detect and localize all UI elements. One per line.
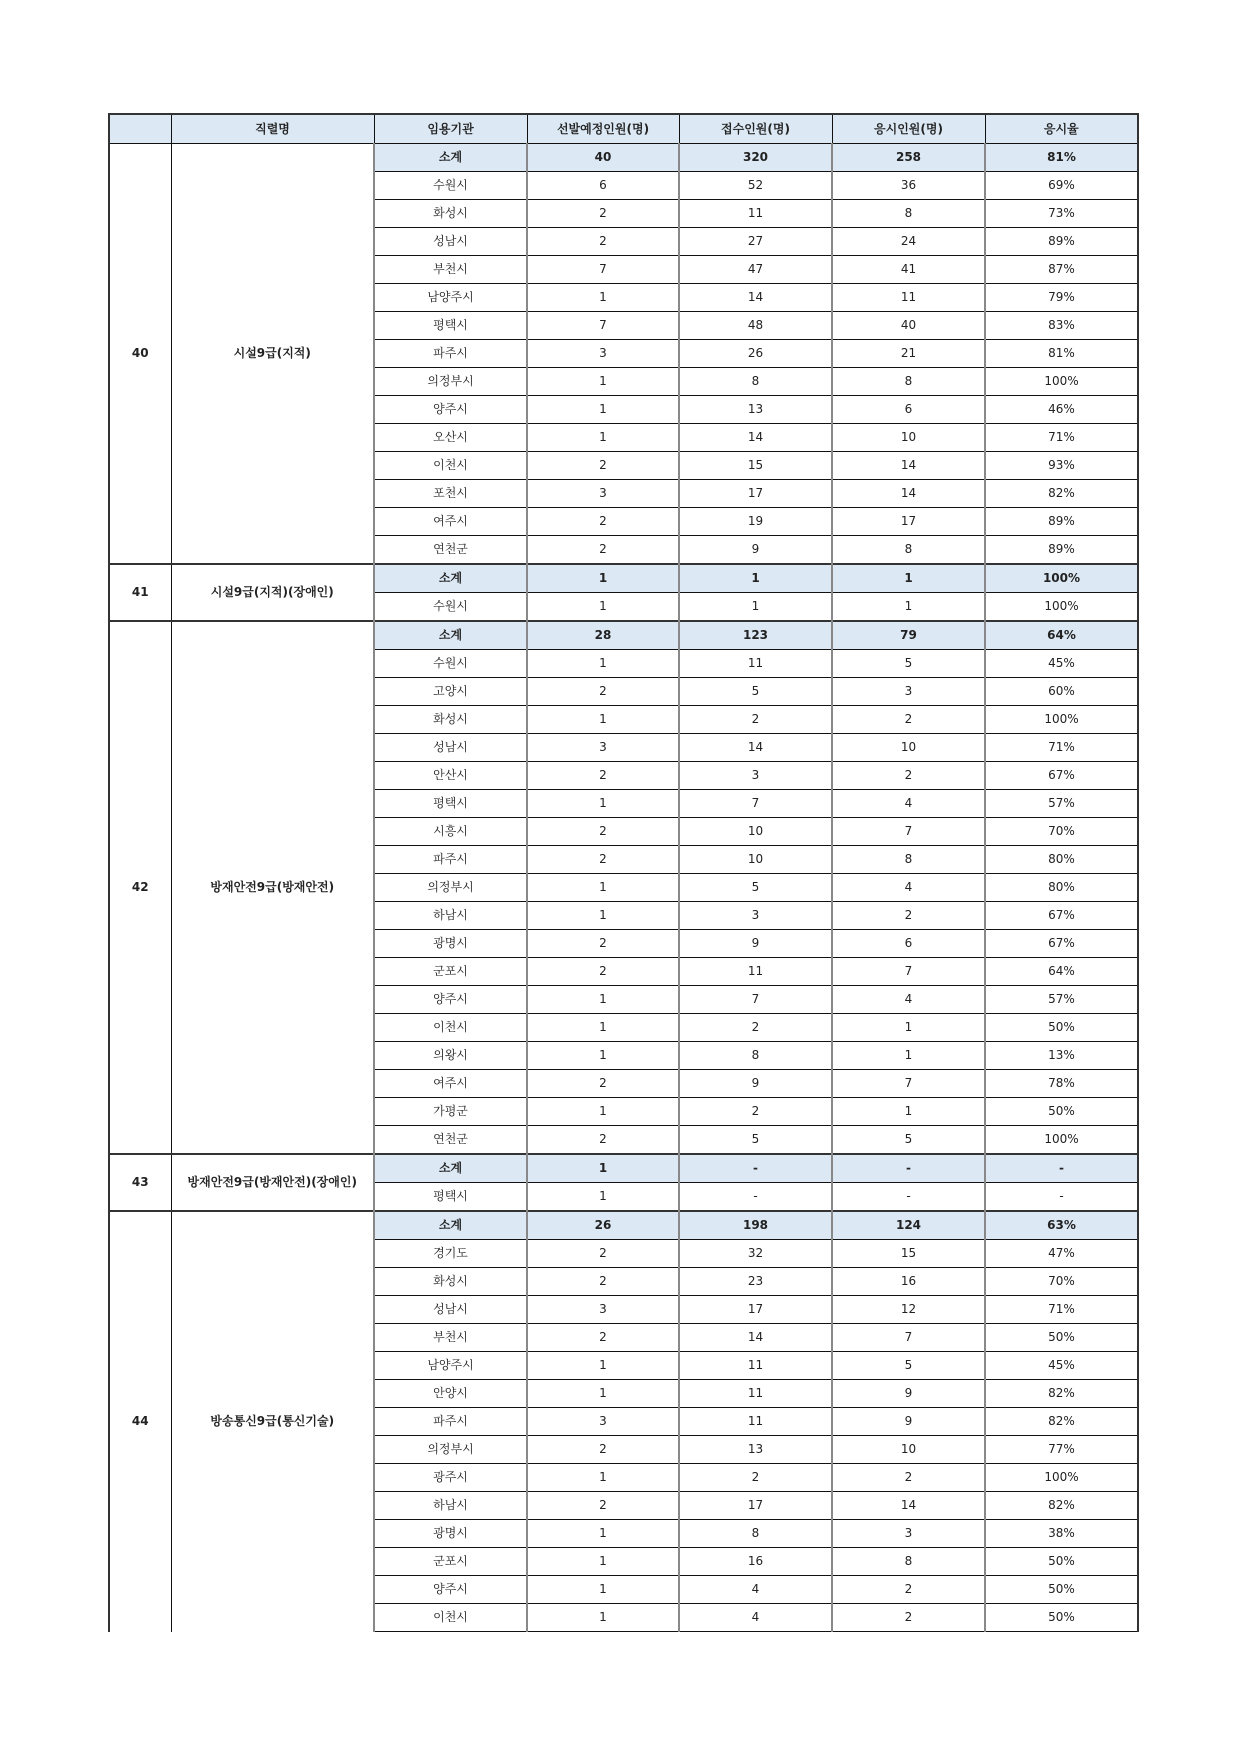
cell-planned: 1 bbox=[527, 424, 679, 452]
cell-agency: 소계 bbox=[374, 621, 527, 650]
cell-applied: 3 bbox=[679, 902, 832, 930]
cell-rate: 82% bbox=[985, 1408, 1138, 1436]
cell-attended: 5 bbox=[832, 650, 985, 678]
cell-attended: 24 bbox=[832, 228, 985, 256]
cell-planned: 1 bbox=[527, 1042, 679, 1070]
cell-rate: 50% bbox=[985, 1604, 1138, 1632]
cell-applied: 8 bbox=[679, 368, 832, 396]
group-number: 44 bbox=[109, 1211, 171, 1632]
cell-applied: - bbox=[679, 1183, 832, 1212]
cell-applied: 11 bbox=[679, 1408, 832, 1436]
cell-applied: 4 bbox=[679, 1604, 832, 1632]
cell-planned: 7 bbox=[527, 312, 679, 340]
cell-attended: 8 bbox=[832, 1548, 985, 1576]
cell-applied: 5 bbox=[679, 1126, 832, 1155]
cell-attended: 14 bbox=[832, 452, 985, 480]
cell-applied: 13 bbox=[679, 396, 832, 424]
cell-attended: 8 bbox=[832, 536, 985, 565]
cell-agency: 연천군 bbox=[374, 536, 527, 565]
table-header-row bbox=[109, 114, 1138, 144]
cell-agency: 화성시 bbox=[374, 706, 527, 734]
cell-attended: 7 bbox=[832, 958, 985, 986]
cell-applied: 8 bbox=[679, 1042, 832, 1070]
cell-applied: 10 bbox=[679, 846, 832, 874]
cell-attended: 14 bbox=[832, 1492, 985, 1520]
cell-rate: 100% bbox=[985, 368, 1138, 396]
cell-rate: 38% bbox=[985, 1520, 1138, 1548]
cell-attended: 2 bbox=[832, 1604, 985, 1632]
cell-attended: 258 bbox=[832, 144, 985, 172]
group-number: 41 bbox=[109, 564, 171, 621]
cell-attended: - bbox=[832, 1183, 985, 1212]
cell-planned: 2 bbox=[527, 678, 679, 706]
cell-attended: 3 bbox=[832, 678, 985, 706]
cell-rate: 47% bbox=[985, 1240, 1138, 1268]
cell-planned: 1 bbox=[527, 650, 679, 678]
cell-planned: 1 bbox=[527, 874, 679, 902]
cell-applied: 123 bbox=[679, 621, 832, 650]
cell-planned: 1 bbox=[527, 1520, 679, 1548]
cell-agency: 의정부시 bbox=[374, 874, 527, 902]
cell-applied: 11 bbox=[679, 958, 832, 986]
cell-planned: 2 bbox=[527, 958, 679, 986]
cell-rate: 71% bbox=[985, 734, 1138, 762]
cell-applied: 16 bbox=[679, 1548, 832, 1576]
cell-attended: 2 bbox=[832, 1576, 985, 1604]
cell-attended: 4 bbox=[832, 986, 985, 1014]
cell-attended: 6 bbox=[832, 930, 985, 958]
cell-planned: 1 bbox=[527, 790, 679, 818]
cell-rate: 100% bbox=[985, 564, 1138, 593]
cell-rate: 70% bbox=[985, 1268, 1138, 1296]
cell-agency: 평택시 bbox=[374, 312, 527, 340]
cell-applied: 14 bbox=[679, 734, 832, 762]
cell-rate: 81% bbox=[985, 144, 1138, 172]
cell-attended: 2 bbox=[832, 762, 985, 790]
cell-agency: 수원시 bbox=[374, 172, 527, 200]
cell-rate: 57% bbox=[985, 986, 1138, 1014]
header-agency: 임용기관 bbox=[374, 114, 527, 144]
cell-rate: 50% bbox=[985, 1014, 1138, 1042]
cell-planned: 2 bbox=[527, 1324, 679, 1352]
cell-agency: 수원시 bbox=[374, 593, 527, 622]
cell-rate: 83% bbox=[985, 312, 1138, 340]
cell-attended: 9 bbox=[832, 1380, 985, 1408]
cell-planned: 26 bbox=[527, 1211, 679, 1240]
cell-planned: 1 bbox=[527, 986, 679, 1014]
cell-agency: 이천시 bbox=[374, 1604, 527, 1632]
cell-rate: 87% bbox=[985, 256, 1138, 284]
cell-planned: 1 bbox=[527, 284, 679, 312]
cell-applied: 23 bbox=[679, 1268, 832, 1296]
cell-agency: 소계 bbox=[374, 1211, 527, 1240]
cell-agency: 화성시 bbox=[374, 1268, 527, 1296]
cell-agency: 이천시 bbox=[374, 452, 527, 480]
cell-applied: 1 bbox=[679, 593, 832, 622]
cell-agency: 소계 bbox=[374, 564, 527, 593]
cell-rate: 60% bbox=[985, 678, 1138, 706]
cell-applied: 5 bbox=[679, 874, 832, 902]
cell-applied: 9 bbox=[679, 930, 832, 958]
cell-agency: 부천시 bbox=[374, 256, 527, 284]
cell-attended: 15 bbox=[832, 1240, 985, 1268]
cell-agency: 경기도 bbox=[374, 1240, 527, 1268]
cell-applied: 2 bbox=[679, 706, 832, 734]
cell-applied: 14 bbox=[679, 284, 832, 312]
cell-agency: 포천시 bbox=[374, 480, 527, 508]
header-applied: 접수인원(명) bbox=[679, 114, 832, 144]
cell-rate: 45% bbox=[985, 650, 1138, 678]
cell-rate: 64% bbox=[985, 621, 1138, 650]
cell-rate: 100% bbox=[985, 1126, 1138, 1155]
cell-planned: 6 bbox=[527, 172, 679, 200]
cell-attended: 8 bbox=[832, 846, 985, 874]
cell-applied: 32 bbox=[679, 1240, 832, 1268]
cell-rate: 67% bbox=[985, 902, 1138, 930]
cell-applied: 48 bbox=[679, 312, 832, 340]
cell-rate: 67% bbox=[985, 930, 1138, 958]
cell-attended: 36 bbox=[832, 172, 985, 200]
cell-planned: 1 bbox=[527, 1183, 679, 1212]
group-job-series: 시설9급(지적) bbox=[171, 144, 374, 565]
cell-rate: 64% bbox=[985, 958, 1138, 986]
group-job-series: 방재안전9급(방재안전)(장애인) bbox=[171, 1154, 374, 1211]
cell-agency: 부천시 bbox=[374, 1324, 527, 1352]
cell-applied: - bbox=[679, 1154, 832, 1183]
cell-rate: 70% bbox=[985, 818, 1138, 846]
cell-rate: 63% bbox=[985, 1211, 1138, 1240]
cell-agency: 파주시 bbox=[374, 340, 527, 368]
cell-attended: 5 bbox=[832, 1126, 985, 1155]
cell-rate: 81% bbox=[985, 340, 1138, 368]
subtotal-row bbox=[109, 1211, 1138, 1240]
cell-agency: 고양시 bbox=[374, 678, 527, 706]
cell-rate: 50% bbox=[985, 1576, 1138, 1604]
applicant-statistics-table bbox=[108, 113, 1139, 1632]
cell-rate: 100% bbox=[985, 1464, 1138, 1492]
cell-attended: 4 bbox=[832, 790, 985, 818]
cell-agency: 성남시 bbox=[374, 1296, 527, 1324]
header-planned: 선발예정인원(명) bbox=[527, 114, 679, 144]
cell-attended: 1 bbox=[832, 564, 985, 593]
header-rate: 응시율 bbox=[985, 114, 1138, 144]
cell-planned: 1 bbox=[527, 1464, 679, 1492]
cell-rate: - bbox=[985, 1154, 1138, 1183]
cell-planned: 3 bbox=[527, 734, 679, 762]
cell-agency: 안산시 bbox=[374, 762, 527, 790]
cell-planned: 2 bbox=[527, 818, 679, 846]
cell-planned: 1 bbox=[527, 593, 679, 622]
cell-attended: 8 bbox=[832, 368, 985, 396]
cell-applied: 9 bbox=[679, 536, 832, 565]
group-number: 40 bbox=[109, 144, 171, 565]
cell-attended: 7 bbox=[832, 818, 985, 846]
cell-attended: 1 bbox=[832, 1042, 985, 1070]
cell-attended: 8 bbox=[832, 200, 985, 228]
cell-planned: 2 bbox=[527, 1126, 679, 1155]
cell-agency: 가평군 bbox=[374, 1098, 527, 1126]
cell-applied: 2 bbox=[679, 1014, 832, 1042]
cell-rate: 67% bbox=[985, 762, 1138, 790]
cell-applied: 52 bbox=[679, 172, 832, 200]
cell-planned: 2 bbox=[527, 1070, 679, 1098]
header-attended: 응시인원(명) bbox=[832, 114, 985, 144]
cell-attended: 7 bbox=[832, 1324, 985, 1352]
header-number bbox=[109, 114, 171, 144]
cell-applied: 17 bbox=[679, 480, 832, 508]
cell-attended: 4 bbox=[832, 874, 985, 902]
cell-attended: 124 bbox=[832, 1211, 985, 1240]
cell-attended: 1 bbox=[832, 1014, 985, 1042]
cell-applied: 17 bbox=[679, 1492, 832, 1520]
cell-rate: 71% bbox=[985, 424, 1138, 452]
subtotal-row bbox=[109, 1154, 1138, 1183]
cell-attended: 5 bbox=[832, 1352, 985, 1380]
cell-agency: 성남시 bbox=[374, 734, 527, 762]
cell-attended: - bbox=[832, 1154, 985, 1183]
cell-agency: 여주시 bbox=[374, 1070, 527, 1098]
cell-planned: 1 bbox=[527, 902, 679, 930]
cell-attended: 9 bbox=[832, 1408, 985, 1436]
cell-applied: 320 bbox=[679, 144, 832, 172]
cell-attended: 40 bbox=[832, 312, 985, 340]
cell-rate: - bbox=[985, 1183, 1138, 1212]
cell-agency: 광주시 bbox=[374, 1464, 527, 1492]
cell-planned: 28 bbox=[527, 621, 679, 650]
cell-planned: 1 bbox=[527, 1604, 679, 1632]
cell-attended: 17 bbox=[832, 508, 985, 536]
cell-applied: 47 bbox=[679, 256, 832, 284]
cell-rate: 100% bbox=[985, 706, 1138, 734]
cell-agency: 파주시 bbox=[374, 1408, 527, 1436]
cell-attended: 12 bbox=[832, 1296, 985, 1324]
cell-applied: 15 bbox=[679, 452, 832, 480]
cell-attended: 10 bbox=[832, 424, 985, 452]
cell-planned: 2 bbox=[527, 762, 679, 790]
group-number: 43 bbox=[109, 1154, 171, 1211]
cell-agency: 오산시 bbox=[374, 424, 527, 452]
cell-rate: 82% bbox=[985, 1492, 1138, 1520]
cell-agency: 평택시 bbox=[374, 790, 527, 818]
cell-agency: 화성시 bbox=[374, 200, 527, 228]
cell-rate: 77% bbox=[985, 1436, 1138, 1464]
cell-attended: 21 bbox=[832, 340, 985, 368]
cell-attended: 7 bbox=[832, 1070, 985, 1098]
cell-rate: 50% bbox=[985, 1324, 1138, 1352]
cell-planned: 2 bbox=[527, 930, 679, 958]
cell-rate: 89% bbox=[985, 228, 1138, 256]
group-job-series: 시설9급(지적)(장애인) bbox=[171, 564, 374, 621]
cell-rate: 78% bbox=[985, 1070, 1138, 1098]
header-job-series: 직렬명 bbox=[171, 114, 374, 144]
cell-planned: 40 bbox=[527, 144, 679, 172]
cell-applied: 2 bbox=[679, 1464, 832, 1492]
cell-agency: 하남시 bbox=[374, 1492, 527, 1520]
cell-rate: 45% bbox=[985, 1352, 1138, 1380]
cell-applied: 7 bbox=[679, 790, 832, 818]
cell-applied: 11 bbox=[679, 1352, 832, 1380]
cell-planned: 1 bbox=[527, 1352, 679, 1380]
cell-attended: 10 bbox=[832, 1436, 985, 1464]
cell-agency: 양주시 bbox=[374, 396, 527, 424]
cell-applied: 14 bbox=[679, 424, 832, 452]
cell-planned: 2 bbox=[527, 508, 679, 536]
cell-attended: 41 bbox=[832, 256, 985, 284]
cell-planned: 1 bbox=[527, 1098, 679, 1126]
cell-applied: 9 bbox=[679, 1070, 832, 1098]
cell-planned: 3 bbox=[527, 1408, 679, 1436]
cell-planned: 2 bbox=[527, 1436, 679, 1464]
cell-agency: 하남시 bbox=[374, 902, 527, 930]
table-body bbox=[109, 144, 1138, 1632]
cell-applied: 2 bbox=[679, 1098, 832, 1126]
cell-agency: 남양주시 bbox=[374, 284, 527, 312]
cell-attended: 1 bbox=[832, 593, 985, 622]
cell-planned: 1 bbox=[527, 1380, 679, 1408]
cell-planned: 2 bbox=[527, 452, 679, 480]
cell-attended: 79 bbox=[832, 621, 985, 650]
cell-attended: 14 bbox=[832, 480, 985, 508]
cell-planned: 3 bbox=[527, 480, 679, 508]
cell-planned: 1 bbox=[527, 706, 679, 734]
cell-agency: 의왕시 bbox=[374, 1042, 527, 1070]
cell-applied: 11 bbox=[679, 200, 832, 228]
cell-applied: 3 bbox=[679, 762, 832, 790]
cell-planned: 2 bbox=[527, 536, 679, 565]
cell-agency: 광명시 bbox=[374, 1520, 527, 1548]
cell-planned: 1 bbox=[527, 564, 679, 593]
cell-applied: 26 bbox=[679, 340, 832, 368]
cell-applied: 198 bbox=[679, 1211, 832, 1240]
cell-attended: 6 bbox=[832, 396, 985, 424]
cell-planned: 7 bbox=[527, 256, 679, 284]
cell-rate: 50% bbox=[985, 1098, 1138, 1126]
cell-rate: 46% bbox=[985, 396, 1138, 424]
cell-rate: 82% bbox=[985, 1380, 1138, 1408]
cell-planned: 3 bbox=[527, 1296, 679, 1324]
cell-attended: 16 bbox=[832, 1268, 985, 1296]
cell-agency: 성남시 bbox=[374, 228, 527, 256]
cell-applied: 7 bbox=[679, 986, 832, 1014]
cell-agency: 연천군 bbox=[374, 1126, 527, 1155]
cell-planned: 1 bbox=[527, 1154, 679, 1183]
cell-applied: 13 bbox=[679, 1436, 832, 1464]
cell-agency: 소계 bbox=[374, 1154, 527, 1183]
subtotal-row bbox=[109, 564, 1138, 593]
cell-planned: 2 bbox=[527, 228, 679, 256]
cell-rate: 82% bbox=[985, 480, 1138, 508]
group-job-series: 방송통신9급(통신기술) bbox=[171, 1211, 374, 1632]
cell-planned: 1 bbox=[527, 1548, 679, 1576]
cell-agency: 여주시 bbox=[374, 508, 527, 536]
cell-agency: 수원시 bbox=[374, 650, 527, 678]
cell-agency: 이천시 bbox=[374, 1014, 527, 1042]
cell-rate: 71% bbox=[985, 1296, 1138, 1324]
cell-planned: 1 bbox=[527, 1014, 679, 1042]
cell-planned: 1 bbox=[527, 368, 679, 396]
cell-attended: 3 bbox=[832, 1520, 985, 1548]
cell-rate: 80% bbox=[985, 874, 1138, 902]
cell-agency: 파주시 bbox=[374, 846, 527, 874]
cell-rate: 13% bbox=[985, 1042, 1138, 1070]
cell-agency: 시흥시 bbox=[374, 818, 527, 846]
cell-applied: 11 bbox=[679, 650, 832, 678]
cell-attended: 2 bbox=[832, 1464, 985, 1492]
cell-agency: 의정부시 bbox=[374, 368, 527, 396]
cell-planned: 2 bbox=[527, 1492, 679, 1520]
cell-rate: 80% bbox=[985, 846, 1138, 874]
cell-agency: 광명시 bbox=[374, 930, 527, 958]
subtotal-row bbox=[109, 621, 1138, 650]
cell-attended: 10 bbox=[832, 734, 985, 762]
cell-attended: 11 bbox=[832, 284, 985, 312]
cell-applied: 11 bbox=[679, 1380, 832, 1408]
cell-rate: 69% bbox=[985, 172, 1138, 200]
cell-attended: 1 bbox=[832, 1098, 985, 1126]
cell-applied: 8 bbox=[679, 1520, 832, 1548]
group-job-series: 방재안전9급(방재안전) bbox=[171, 621, 374, 1154]
cell-planned: 1 bbox=[527, 396, 679, 424]
cell-applied: 10 bbox=[679, 818, 832, 846]
cell-applied: 27 bbox=[679, 228, 832, 256]
cell-agency: 의정부시 bbox=[374, 1436, 527, 1464]
cell-planned: 2 bbox=[527, 1268, 679, 1296]
cell-attended: 2 bbox=[832, 902, 985, 930]
subtotal-row bbox=[109, 144, 1138, 172]
cell-planned: 1 bbox=[527, 1576, 679, 1604]
cell-rate: 50% bbox=[985, 1548, 1138, 1576]
cell-applied: 19 bbox=[679, 508, 832, 536]
cell-rate: 93% bbox=[985, 452, 1138, 480]
cell-applied: 4 bbox=[679, 1576, 832, 1604]
cell-agency: 평택시 bbox=[374, 1183, 527, 1212]
cell-planned: 2 bbox=[527, 846, 679, 874]
cell-applied: 17 bbox=[679, 1296, 832, 1324]
cell-agency: 군포시 bbox=[374, 1548, 527, 1576]
cell-rate: 89% bbox=[985, 508, 1138, 536]
cell-applied: 5 bbox=[679, 678, 832, 706]
cell-planned: 2 bbox=[527, 200, 679, 228]
cell-agency: 군포시 bbox=[374, 958, 527, 986]
cell-agency: 남양주시 bbox=[374, 1352, 527, 1380]
cell-planned: 3 bbox=[527, 340, 679, 368]
cell-rate: 57% bbox=[985, 790, 1138, 818]
cell-attended: 2 bbox=[832, 706, 985, 734]
cell-rate: 89% bbox=[985, 536, 1138, 565]
group-number: 42 bbox=[109, 621, 171, 1154]
cell-agency: 양주시 bbox=[374, 1576, 527, 1604]
cell-agency: 양주시 bbox=[374, 986, 527, 1014]
cell-agency: 소계 bbox=[374, 144, 527, 172]
cell-rate: 100% bbox=[985, 593, 1138, 622]
cell-applied: 14 bbox=[679, 1324, 832, 1352]
cell-rate: 79% bbox=[985, 284, 1138, 312]
cell-rate: 73% bbox=[985, 200, 1138, 228]
cell-applied: 1 bbox=[679, 564, 832, 593]
cell-agency: 안양시 bbox=[374, 1380, 527, 1408]
cell-planned: 2 bbox=[527, 1240, 679, 1268]
